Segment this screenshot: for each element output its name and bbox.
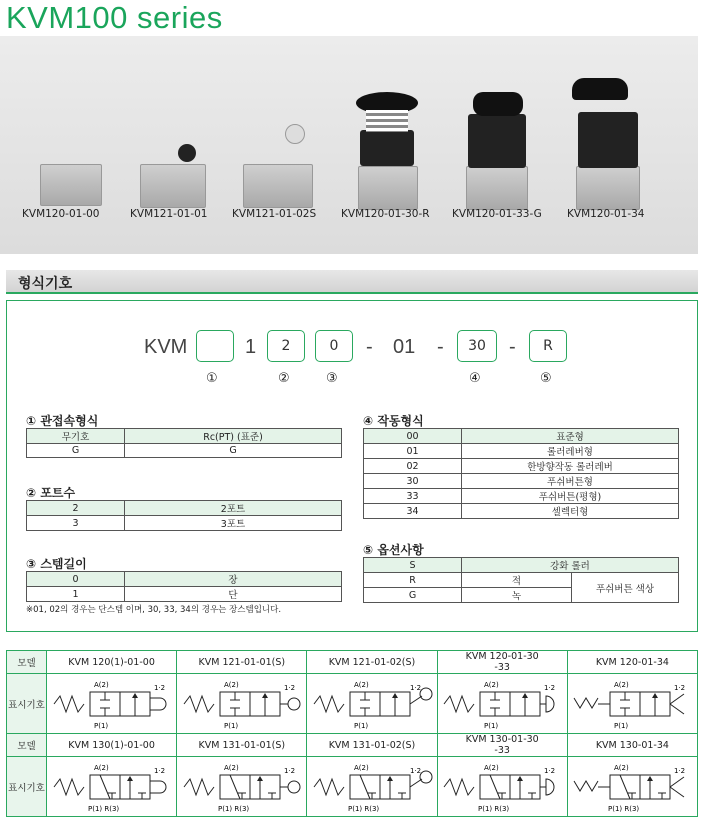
symbol-cell: [437, 674, 567, 734]
port-label: A(2): [223, 680, 239, 689]
page-title: KVM100 series: [6, 0, 223, 35]
section-header: [6, 270, 698, 294]
port-label: 1·2: [153, 766, 165, 775]
symbol-cell: [177, 757, 307, 817]
table-cell: 01: [364, 444, 462, 459]
product-body-dark: [468, 114, 526, 168]
table-cell: 2포트: [125, 501, 342, 516]
table-title: ④ 작동형식: [363, 414, 424, 428]
port-label: 1·2: [674, 766, 686, 775]
symbol-cell: [47, 674, 177, 734]
product-photo-strip: [0, 36, 698, 254]
product-image-3: [243, 164, 313, 208]
table-cell: 장: [125, 572, 342, 587]
code-number: ①: [206, 371, 218, 386]
model-cell: KVM 131-01-02(S): [307, 734, 437, 757]
button-collar: [366, 110, 408, 132]
product-image-5: [466, 166, 528, 210]
table-cell: 단: [125, 587, 342, 602]
model-cell: KVM 130-01-30 -33: [437, 734, 567, 757]
valve-symbol-2port-oneway: [310, 676, 434, 732]
product-label: KVM120-01-00: [22, 208, 100, 220]
table-cell: 무기호: [27, 429, 125, 444]
product-body-dark: [360, 130, 414, 166]
symbol-table: [6, 650, 698, 817]
table-cell: G: [125, 444, 342, 458]
port-label: A(2): [353, 763, 369, 772]
valve-symbol-3port-roller: [180, 759, 304, 815]
table-cell: 33: [364, 489, 462, 504]
model-cell: KVM 120-01-34: [567, 651, 697, 674]
code-number: ⑤: [540, 371, 552, 386]
symbol-cell: [47, 757, 177, 817]
table-cell: 셀렉터형: [462, 504, 679, 519]
table-cell: 2: [27, 501, 125, 516]
product-image-4: [358, 166, 418, 210]
symbol-cell: [177, 674, 307, 734]
port-label: A(2): [614, 680, 630, 689]
roller-shape: [178, 144, 196, 162]
code-dash: -: [366, 336, 373, 358]
port-label: P(1): [484, 721, 499, 730]
table-cell: Rc(PT) (표준): [125, 429, 342, 444]
table-title: ① 관접속형식: [26, 414, 99, 428]
product-label: KVM120-01-34: [567, 208, 645, 220]
symbol-cell: [567, 757, 697, 817]
port-label: P(1) R(3): [478, 804, 510, 813]
port-label: P(1) R(3): [608, 804, 640, 813]
table-cell: S: [364, 558, 462, 573]
table-cell: 00: [364, 429, 462, 444]
model-cell: KVM 121-01-02(S): [307, 651, 437, 674]
port-label: A(2): [484, 763, 499, 772]
table-cell: G: [27, 444, 125, 458]
table-cell: 02: [364, 459, 462, 474]
code-number: ②: [278, 371, 290, 386]
model-cell: KVM 131-01-01(S): [177, 734, 307, 757]
code-fixed: 01: [393, 336, 416, 358]
section-title: 형식기호: [18, 276, 73, 292]
table-cell: 푸쉬버튼(평형): [462, 489, 679, 504]
table-cell: 0: [27, 572, 125, 587]
valve-symbol-2port-roller: [180, 676, 304, 732]
symbol-cell: [437, 757, 567, 817]
port-label: P(1) R(3): [217, 804, 249, 813]
table-title: ② 포트수: [26, 486, 76, 500]
table-cell: 푸쉬버튼형: [462, 474, 679, 489]
model-cell: KVM 120(1)-01-00: [47, 651, 177, 674]
table-cell: 34: [364, 504, 462, 519]
code-box-5: R: [529, 330, 567, 362]
model-label: 모델: [7, 734, 47, 757]
port-label: A(2): [353, 680, 369, 689]
port-table: [26, 500, 342, 531]
port-label: P(1): [353, 721, 369, 730]
product-label: KVM121-01-02S: [232, 208, 317, 220]
model-cell: KVM 121-01-01(S): [177, 651, 307, 674]
valve-symbol-3port-oneway: [310, 759, 434, 815]
valve-symbol-3port-push: [440, 759, 564, 815]
product-image-6: [576, 166, 640, 210]
code-prefix: KVM: [144, 336, 188, 358]
port-label: 1·2: [544, 683, 556, 692]
port-label: A(2): [484, 680, 499, 689]
valve-symbol-2port-push: [440, 676, 564, 732]
model-cell: KVM 130-01-34: [567, 734, 697, 757]
port-label: P(1): [223, 721, 238, 730]
product-label: KVM120-01-33-G: [452, 208, 542, 220]
selector-knob: [572, 78, 628, 100]
code-box-1: [196, 330, 234, 362]
port-label: P(1): [614, 721, 629, 730]
product-image-1: [40, 164, 102, 206]
port-label: A(2): [93, 763, 109, 772]
connection-table: [26, 428, 342, 458]
table-cell: R: [364, 573, 462, 588]
port-label: A(2): [614, 763, 630, 772]
port-label: 1·2: [283, 683, 295, 692]
port-label: 1·2: [409, 683, 422, 692]
port-label: A(2): [223, 763, 239, 772]
table-cell: 강화 롤러: [462, 558, 679, 573]
table-cell: 1: [27, 587, 125, 602]
symbol-label: 표시기호: [7, 674, 47, 734]
actuation-table: [363, 428, 679, 519]
table-cell: 3: [27, 516, 125, 531]
product-label: KVM121-01-01: [130, 208, 208, 220]
stem-table: [26, 571, 342, 602]
table-cell: 푸쉬버튼 색상: [572, 573, 679, 603]
table-cell: 표준형: [462, 429, 679, 444]
code-fixed: 1: [245, 336, 257, 358]
table-title: ③ 스템길이: [26, 557, 87, 571]
product-label: KVM120-01-30-R: [341, 208, 430, 220]
valve-symbol-2port: [50, 676, 174, 732]
table-cell: 3포트: [125, 516, 342, 531]
port-label: 1·2: [544, 766, 556, 775]
model-cell: KVM 130(1)-01-00: [47, 734, 177, 757]
port-label: P(1): [93, 721, 108, 730]
port-label: 1·2: [674, 683, 686, 692]
table-cell: 롤러레버형: [462, 444, 679, 459]
option-table: [363, 557, 679, 603]
table-cell: 한방향작동 롤러레버: [462, 459, 679, 474]
code-number: ④: [469, 371, 481, 386]
symbol-cell: [567, 674, 697, 734]
code-box-4: 30: [457, 330, 497, 362]
valve-symbol-3port: [50, 759, 174, 815]
symbol-cell: [307, 674, 437, 734]
port-label: 1·2: [153, 683, 165, 692]
code-dash: -: [437, 336, 444, 358]
table-cell: 30: [364, 474, 462, 489]
port-label: 1·2: [283, 766, 295, 775]
table-title: ⑤ 옵션사항: [363, 543, 424, 557]
port-label: P(1) R(3): [87, 804, 119, 813]
valve-symbol-3port-selector: [570, 759, 694, 815]
flat-button: [473, 92, 523, 116]
model-label: 모델: [7, 651, 47, 674]
valve-symbol-2port-selector: [570, 676, 694, 732]
port-label: P(1) R(3): [347, 804, 380, 813]
table-cell: G: [364, 588, 462, 603]
code-box-3: 0: [315, 330, 353, 362]
footnote: ※01, 02의 경우는 단스템 이며, 30, 33, 34의 경우는 장스템입니다.: [26, 605, 282, 615]
product-image-2: [140, 164, 206, 208]
model-cell: KVM 120-01-30 -33: [437, 651, 567, 674]
code-number: ③: [326, 371, 338, 386]
code-dash: -: [509, 336, 516, 358]
code-box-2: 2: [267, 330, 305, 362]
port-label: A(2): [93, 680, 109, 689]
product-body-dark: [578, 112, 638, 168]
port-label: 1·2: [409, 766, 422, 775]
table-cell: 녹: [462, 588, 572, 603]
roller-shape: [285, 124, 305, 144]
table-cell: 적: [462, 573, 572, 588]
symbol-label: 표시기호: [7, 757, 47, 817]
symbol-cell: [307, 757, 437, 817]
